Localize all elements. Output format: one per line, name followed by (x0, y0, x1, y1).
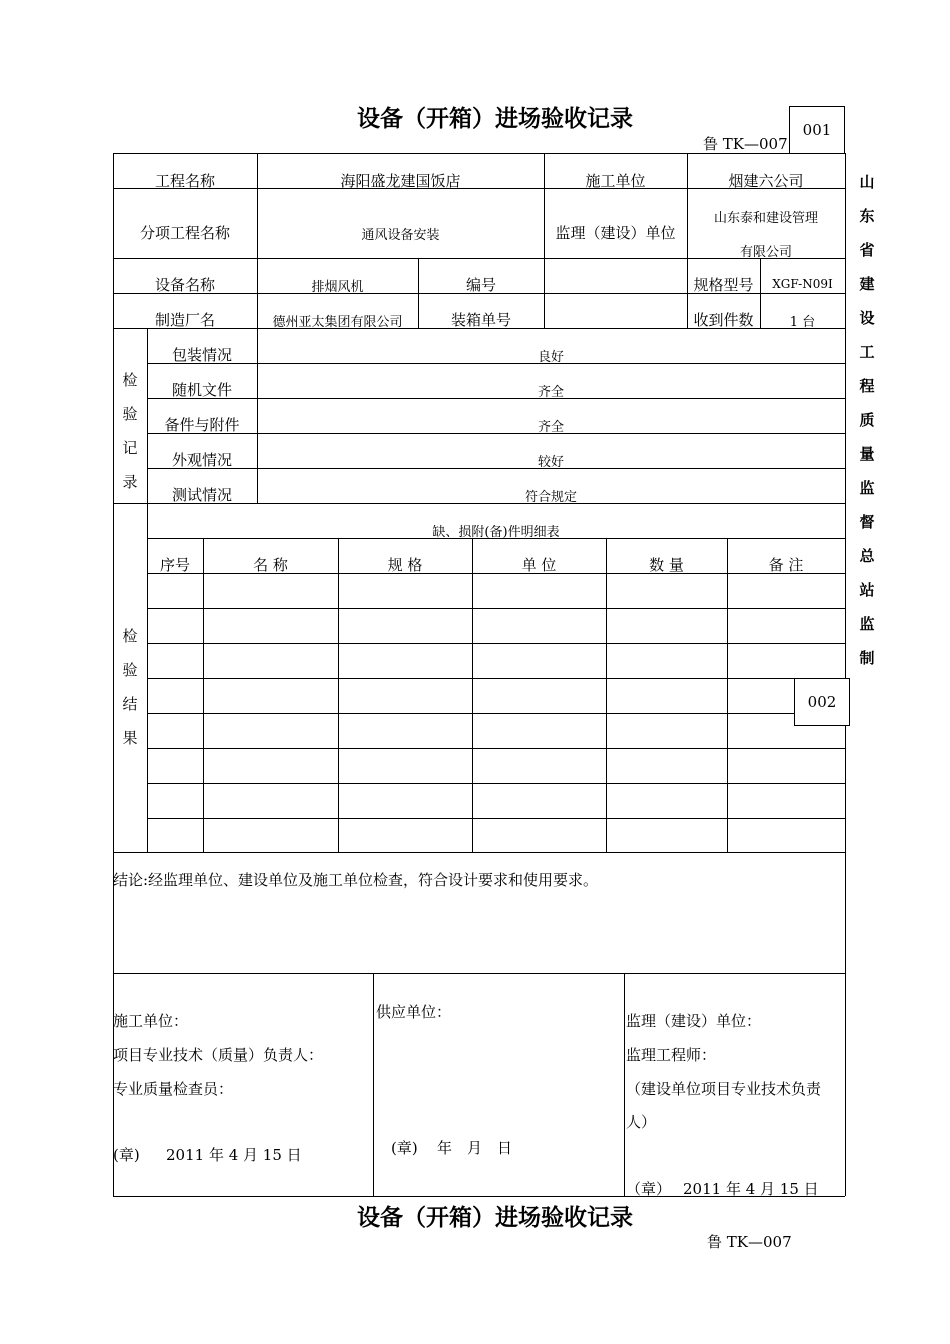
conclusion-text: 结论:经监理单位、建设单位及施工单位检查，符合设计要求和使用要求。 (113, 871, 599, 889)
received-label: 收到件数 (693, 311, 754, 329)
supervisor-engineer: 监理工程师： (626, 1046, 717, 1064)
inspection-item-value: 良好 (537, 350, 564, 365)
supplier-sign-unit: 供应单位： (376, 1003, 452, 1021)
page-title: 设备（开箱）进场验收记录 (357, 106, 633, 132)
form-code: 鲁 TK—007 (703, 135, 788, 153)
vertical-label-char: 果 (122, 729, 138, 747)
table-column-header: 备 注 (768, 556, 804, 574)
inspection-item-value: 齐全 (537, 385, 564, 400)
vertical-label-char: 检 (122, 627, 138, 645)
side-text-char: 程 (859, 377, 875, 395)
contractor-sign-unit: 施工单位： (113, 1012, 189, 1030)
vertical-label-char: 验 (122, 661, 138, 679)
supplier-seal: (章) (391, 1139, 418, 1157)
supplier-date: 年 月 日 (437, 1139, 513, 1157)
packing-no-label: 装箱单号 (450, 311, 511, 329)
inspection-item-label: 外观情况 (171, 451, 232, 469)
side-text-char: 建 (859, 275, 875, 293)
sub-project-value: 通风设备安装 (361, 228, 440, 243)
side-text-char: 省 (859, 241, 875, 259)
inspection-item-value: 符合规定 (524, 490, 577, 505)
inspection-item-label: 随机文件 (171, 381, 232, 399)
table-column-header: 单 位 (521, 556, 557, 574)
owner-tech-lead-line2: 人） (626, 1113, 657, 1131)
inspection-result-label (120, 619, 140, 755)
side-text-char: 山 (859, 173, 875, 191)
record-number-box: 001 (789, 106, 845, 154)
vertical-label-char: 录 (122, 473, 138, 491)
inspection-item-label: 备件与附件 (164, 416, 240, 434)
table-column-header: 序号 (159, 556, 190, 574)
inspection-record-label (120, 363, 140, 499)
sub-project-label: 分项工程名称 (139, 224, 230, 242)
project-name-value: 海阳盛龙建国饭店 (340, 172, 461, 190)
vertical-label-char: 结 (122, 695, 138, 713)
supervisor-date: 2011 年 4 月 15 日 (683, 1180, 819, 1198)
supervisor-sign-unit: 监理（建设）单位： (626, 1012, 762, 1030)
side-text-char: 监 (859, 479, 875, 497)
serial-label: 编号 (465, 276, 496, 294)
vertical-label-char: 记 (122, 439, 138, 457)
vertical-label-char: 验 (122, 405, 138, 423)
contractor-label: 施工单位 (585, 172, 646, 190)
table-column-header: 名 称 (253, 556, 288, 574)
side-text-char: 质 (859, 411, 875, 429)
received-value: 1 台 (789, 315, 816, 330)
supervisor-value-line1: 山东泰和建设管理 (713, 211, 818, 226)
side-text-char: 站 (859, 581, 875, 599)
table-column-header: 规 格 (387, 556, 423, 574)
supervisor-seal: （章） (626, 1180, 672, 1198)
spec-value: XGF-N09I (772, 277, 833, 291)
contractor-inspector: 专业质量检查员： (113, 1080, 234, 1098)
supervisor-value-line2: 有限公司 (739, 245, 792, 260)
equipment-name-label: 设备名称 (154, 276, 215, 294)
inspection-item-value: 齐全 (537, 420, 564, 435)
record-number-box-2: 002 (794, 678, 850, 726)
side-text-char: 设 (859, 309, 875, 327)
missing-parts-table-title: 缺、损附(备)件明细表 (432, 525, 560, 540)
project-name-label: 工程名称 (154, 172, 215, 190)
supervisor-label: 监理（建设）单位 (555, 224, 676, 242)
footer-title: 设备（开箱）进场验收记录 (357, 1205, 633, 1231)
side-text-char: 工 (859, 343, 875, 361)
inspection-item-value: 较好 (537, 455, 564, 470)
contractor-seal: (章) (113, 1146, 140, 1164)
contractor-tech-lead: 项目专业技术（质量）负责人： (113, 1046, 324, 1064)
side-vertical-text (855, 165, 879, 675)
footer-form-code: 鲁 TK—007 (707, 1233, 792, 1251)
manufacturer-value: 德州亚太集团有限公司 (272, 315, 403, 330)
equipment-name-value: 排烟风机 (311, 280, 364, 295)
contractor-date: 2011 年 4 月 15 日 (166, 1146, 302, 1164)
manufacturer-label: 制造厂名 (154, 311, 215, 329)
side-text-char: 量 (859, 445, 875, 463)
inspection-item-label: 包装情况 (171, 346, 232, 364)
side-text-char: 督 (859, 513, 875, 531)
side-text-char: 监 (859, 615, 875, 633)
inspection-item-label: 测试情况 (171, 486, 232, 504)
side-text-char: 制 (859, 649, 875, 667)
table-column-header: 数 量 (649, 556, 684, 574)
vertical-label-char: 检 (122, 371, 138, 389)
side-text-char: 东 (859, 207, 875, 225)
side-text-char: 总 (859, 547, 875, 565)
spec-label: 规格型号 (693, 276, 754, 294)
contractor-value: 烟建六公司 (728, 172, 804, 190)
owner-tech-lead-line1: （建设单位项目专业技术负责 (626, 1080, 822, 1098)
